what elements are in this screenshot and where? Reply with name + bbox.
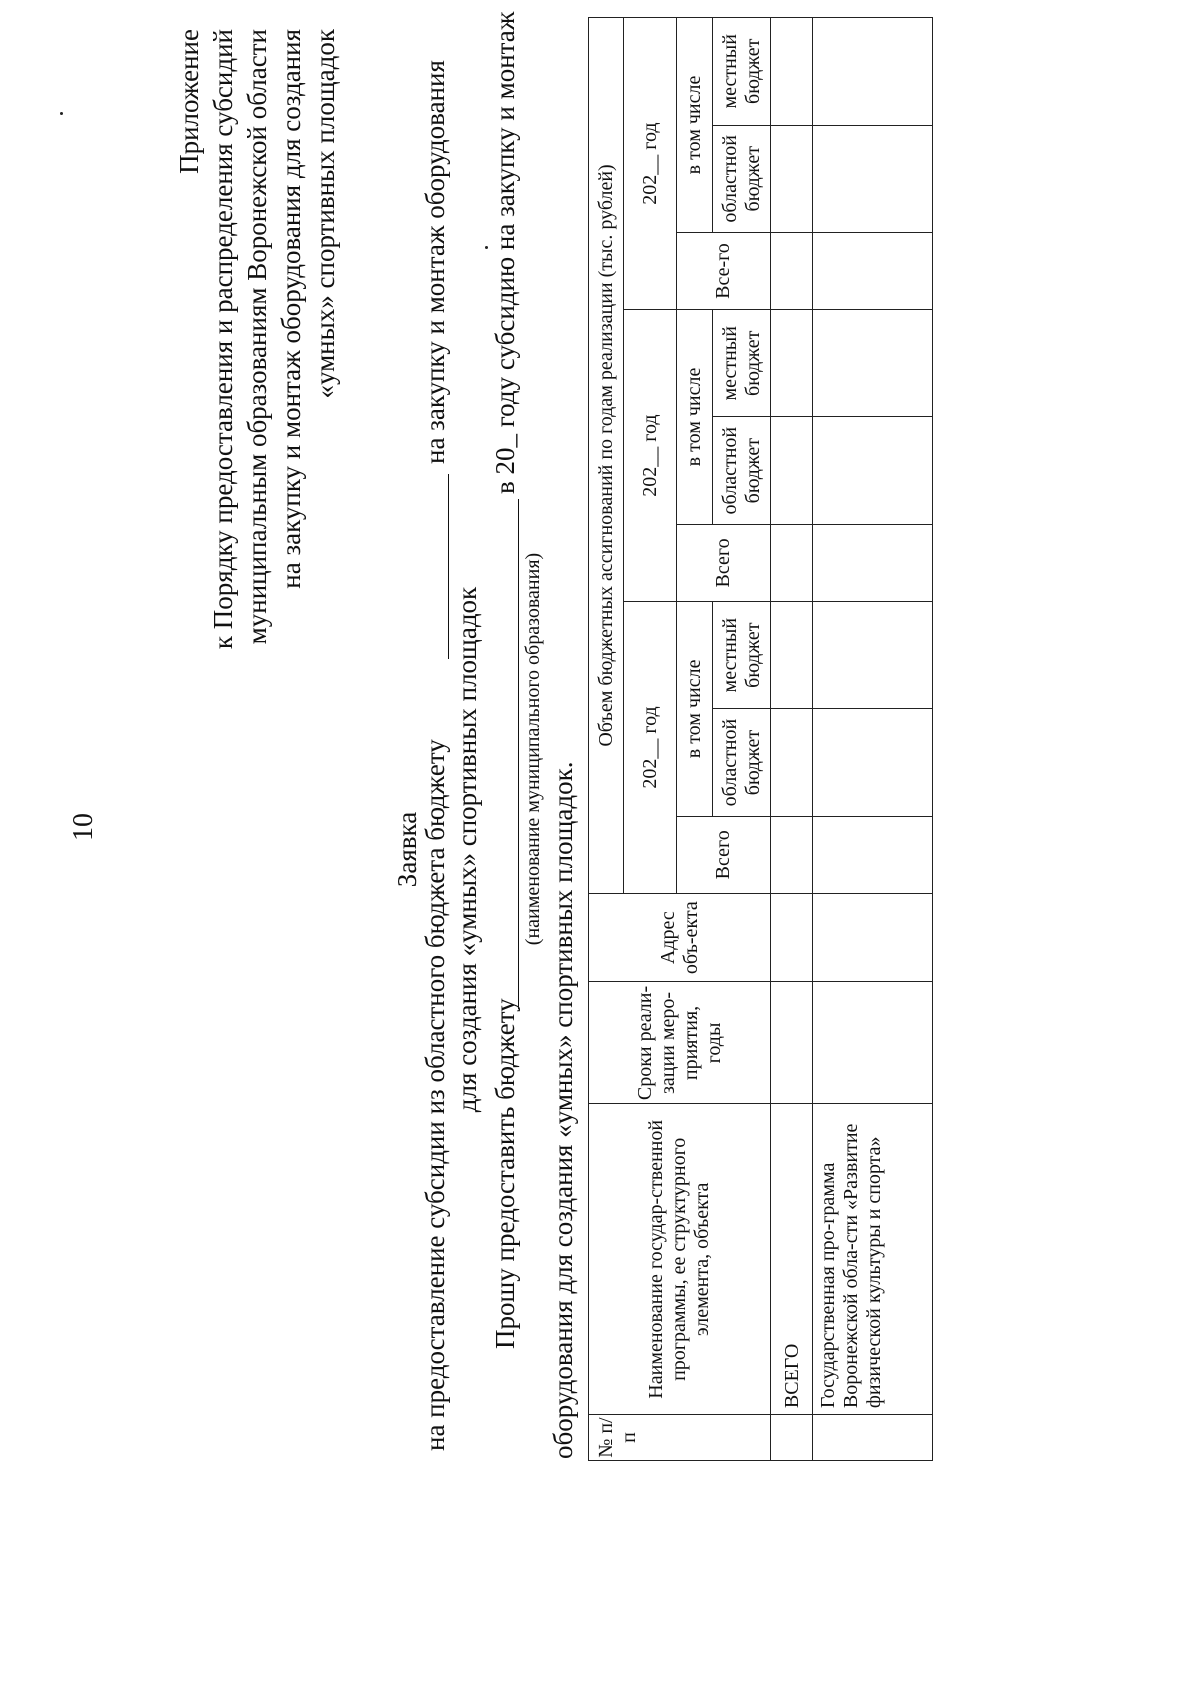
ask-line-b: в 20_ году субсидию на закупку и монтаж xyxy=(490,11,520,494)
appendix-block xyxy=(172,29,342,699)
table-row xyxy=(771,18,813,1461)
request-table xyxy=(588,17,933,1461)
header-name: Наименование государ-ственной программы, ее структурного элемента, объекта xyxy=(589,1104,771,1415)
year-including: в том числе xyxy=(677,310,713,525)
header-volume: Объем бюджетных ассигнований по годам реализации (тыс. рублей) xyxy=(589,18,624,894)
row-name: Государственная про-грамма Воронежской обла-сти «Развитие физической культуры и спорта» xyxy=(813,1104,933,1415)
request-line-b: на закупку и монтаж оборудования xyxy=(420,60,450,464)
header-terms: Сроки реали-зации меро-приятия, годы xyxy=(589,982,771,1104)
year-total: Все-го xyxy=(677,232,771,309)
appendix-line: к Порядку предоставления и распределения субсидий xyxy=(208,29,238,650)
year-total: Всего xyxy=(677,816,771,893)
appendix-line: «умных» спортивных площадок xyxy=(310,29,340,399)
year-label: 202__ год xyxy=(624,310,677,602)
local-budget: местный бюджет xyxy=(713,18,771,126)
year-label: 202__ год xyxy=(624,602,677,894)
year-including: в том числе xyxy=(677,18,713,233)
municipality-hint: (наименование муниципального образования) xyxy=(522,552,544,946)
appendix-line: муниципальным образованиям Воронежской области xyxy=(242,29,272,645)
ask-line-a: Прошу предоставить бюджету xyxy=(490,998,520,1349)
speck xyxy=(60,112,63,115)
row-name: ВСЕГО xyxy=(771,1104,813,1415)
year-including: в том числе xyxy=(677,602,713,817)
row-num xyxy=(813,1415,933,1461)
request-line-a: на предоставление субсидии из областного бюджета бюджету xyxy=(420,739,450,1451)
appendix-title: Приложение xyxy=(174,29,204,174)
regional-budget: областной бюджет xyxy=(713,709,771,816)
year-label: 202__ год xyxy=(624,18,677,310)
row-num xyxy=(771,1415,813,1461)
regional-budget: областной бюджет xyxy=(713,417,771,524)
table-row xyxy=(813,18,933,1461)
request-line-2: для создания «умных» спортивных площадок xyxy=(452,586,482,1113)
page-number: 10 xyxy=(68,813,99,841)
header-num: № п/п xyxy=(589,1415,771,1461)
ask-line-end: оборудования для создания «умных» спортивных площадок. xyxy=(548,761,578,1459)
appendix-line: на закупку и монтаж оборудования для создания xyxy=(276,29,306,589)
request-title: Заявка xyxy=(392,811,422,888)
regional-budget: областной бюджет xyxy=(713,125,771,232)
municipality-blank xyxy=(518,499,519,1009)
local-budget: местный бюджет xyxy=(713,310,771,417)
header-address: Адрес объ-екта xyxy=(589,893,771,982)
budget-name-blank xyxy=(448,474,449,659)
local-budget: местный бюджет xyxy=(713,602,771,709)
year-total: Всего xyxy=(677,524,771,601)
speck xyxy=(485,246,488,249)
